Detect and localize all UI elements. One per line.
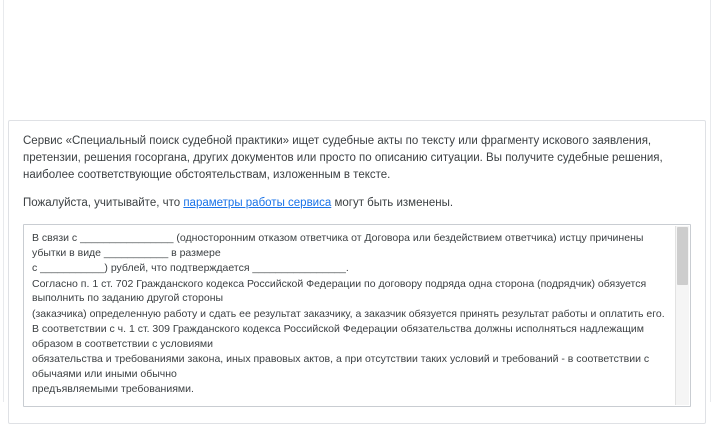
intro-block: [23, 133, 691, 212]
textarea-scrollbar-thumb[interactable]: [677, 227, 688, 285]
textarea-line: обязательства и требованиями закона, иных правовых актов, а при отсутствии таких условий и требований - в соответствии с обычаями или иными обычно: [32, 353, 650, 380]
search-service-card: [8, 120, 706, 424]
intro-paragraph-notice: [23, 195, 691, 212]
query-textarea[interactable]: [23, 224, 691, 407]
notice-text-before: Пожалуйста, учитывайте, что: [23, 197, 184, 209]
intro-paragraph-description: Сервис «Специальный поиск судебной практики» ищет судебные акты по тексту или фрагменту искового заявления, претензии, решения госоргана, других документов или просто по описанию ситуации. Вы получите судебные решения, наиболее соответствующие обстоятельствам, изложенным в тексте.: [23, 135, 663, 181]
textarea-scrollbar[interactable]: [675, 226, 689, 405]
service-parameters-link[interactable]: параметры работы сервиса: [183, 197, 332, 209]
textarea-line: Согласно п. 1 ст. 702 Гражданского кодекса Российской Федерации по договору подряда одна сторона (подрядчик) обязуется выполнить по заданию другой стороны: [32, 277, 647, 304]
textarea-line: В соответствии с ч. 1 ст. 309 Гражданского кодекса Российской Федерации обязательства должны исполняться надлежащим образом в соответствии с условиями: [32, 323, 644, 350]
textarea-line: (заказчика) определенную работу и сдать ее результат заказчику, а заказчик обязуется принять результат работы и оплатить его.: [32, 307, 665, 320]
textarea-line: В связи с ________________ (односторонним отказом ответчика от Договора или бездействием ответчика) истцу причинены убытки в виде ___________ в размере: [32, 232, 644, 259]
notice-text-after: могут быть изменены.: [331, 197, 454, 209]
textarea-line: с ___________) рублей, что подтверждается ________________.: [32, 262, 349, 274]
right-edge-rule: [710, 0, 711, 402]
textarea-line: предъявляемыми требованиями.: [32, 383, 194, 395]
left-edge-rule: [3, 0, 4, 402]
